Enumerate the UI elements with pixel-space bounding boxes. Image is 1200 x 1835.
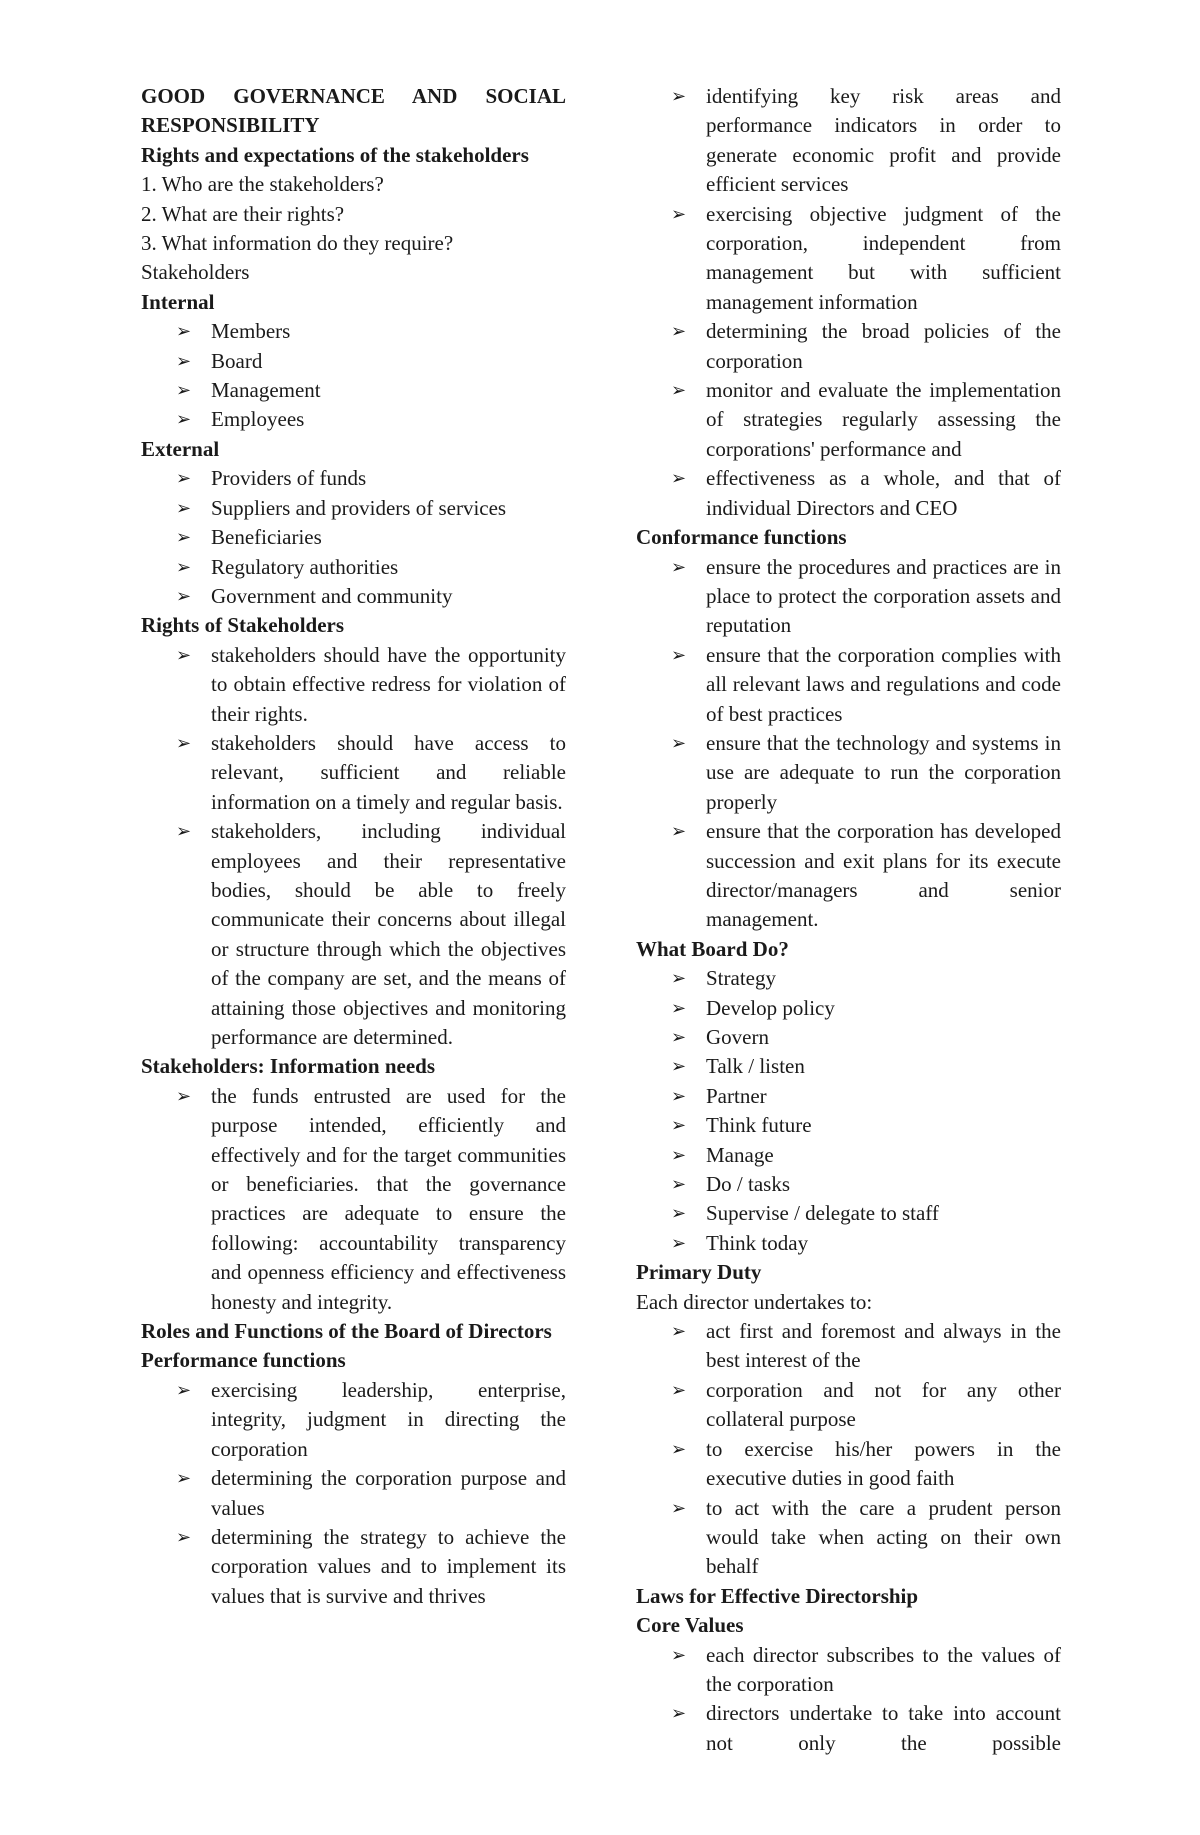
list-item: ➢ stakeholders, including individual employees and their representative bodies, should be able to freely communicate their concerns about illegal or structure through which the objectives of the company are set, and the means of attaining those objectives and monitoring performance are determined. [211, 817, 566, 1052]
list-item: ➢ determining the broad policies of the corporation [706, 317, 1061, 376]
information-needs-list [141, 1082, 566, 1317]
list-item: ➢ determining the corporation purpose and values [211, 1464, 566, 1523]
external-heading: External [141, 436, 220, 461]
list-item: ➢ determining the strategy to achieve the corporation values and to implement its values that is survive and thrives [211, 1523, 566, 1611]
list-item: ➢ Supervise / delegate to staff [706, 1199, 1061, 1228]
right-column [636, 82, 1061, 1758]
list-item: ➢ exercising leadership, enterprise, integrity, judgment in directing the corporation [211, 1376, 566, 1464]
core-values-list [636, 1641, 1061, 1759]
list-item: ➢ Government and community [211, 582, 566, 611]
list-item: ➢ ensure that the corporation has developed succession and exit plans for its execute director/managers and senior management. [706, 817, 1061, 935]
primary-duty-list [636, 1317, 1061, 1582]
rights-expectations-heading: Rights and expectations of the stakeholders [141, 142, 529, 167]
list-item: ➢ to exercise his/her powers in the executive duties in good faith [706, 1435, 1061, 1494]
roles-functions-heading: Roles and Functions of the Board of Directors [141, 1319, 552, 1344]
what-board-do-heading: What Board Do? [636, 936, 789, 961]
question-3: 3. What information do they require? [141, 231, 454, 256]
internal-list [141, 317, 566, 435]
list-item: ➢ Regulatory authorities [211, 553, 566, 582]
list-item: ➢ each director subscribes to the values of the corporation [706, 1641, 1061, 1700]
list-item: ➢ Beneficiaries [211, 523, 566, 552]
list-item: ➢ Talk / listen [706, 1052, 1061, 1081]
list-item: ➢ Suppliers and providers of services [211, 494, 566, 523]
list-item: ➢ the funds entrusted are used for the purpose intended, efficiently and effectively and for the target communities or beneficiaries. that the governance practices are adequate to ensure the following: accountability transparency and openness efficiency and effectiveness honesty and integrity. [211, 1082, 566, 1317]
primary-duty-intro: Each director undertakes to: [636, 1289, 873, 1314]
list-item: ➢ Develop policy [706, 994, 1061, 1023]
list-item: ➢ to act with the care a prudent person would take when acting on their own behalf [706, 1494, 1061, 1582]
list-item: ➢ Board [211, 347, 566, 376]
list-item: ➢ act first and foremost and always in the best interest of the [706, 1317, 1061, 1376]
list-item: ➢ ensure the procedures and practices are in place to protect the corporation assets and reputation [706, 553, 1061, 641]
internal-heading: Internal [141, 289, 215, 314]
list-item: ➢ stakeholders should have the opportunity to obtain effective redress for violation of their rights. [211, 641, 566, 729]
performance-list [141, 1376, 566, 1611]
stakeholders-label: Stakeholders [141, 260, 250, 285]
core-values-heading: Core Values [636, 1613, 744, 1638]
list-item: ➢ Strategy [706, 964, 1061, 993]
list-item: ➢ ensure that the corporation complies with all relevant laws and regulations and code of best practices [706, 641, 1061, 729]
list-item: ➢ Providers of funds [211, 464, 566, 493]
conformance-functions-heading: Conformance functions [636, 525, 847, 550]
list-item: ➢ monitor and evaluate the implementation of strategies regularly assessing the corporations' performance and [706, 376, 1061, 464]
list-item: ➢ effectiveness as a whole, and that of individual Directors and CEO [706, 464, 1061, 523]
list-item: ➢ Manage [706, 1141, 1061, 1170]
performance-functions-heading: Performance functions [141, 1348, 346, 1373]
list-item: ➢ ensure that the technology and systems in use are adequate to run the corporation properly [706, 729, 1061, 817]
list-item: ➢ Partner [706, 1082, 1061, 1111]
list-item: ➢ Do / tasks [706, 1170, 1061, 1199]
information-needs-heading: Stakeholders: Information needs [141, 1054, 436, 1079]
primary-duty-heading: Primary Duty [636, 1260, 762, 1285]
list-item: ➢ stakeholders should have access to relevant, sufficient and reliable information on a timely and regular basis. [211, 729, 566, 817]
question-2: 2. What are their rights? [141, 201, 345, 226]
laws-effective-directorship-heading: Laws for Effective Directorship [636, 1583, 919, 1608]
external-list [141, 464, 566, 611]
document-title-line1: GOOD GOVERNANCE AND SOCIAL [141, 84, 566, 108]
performance-list-continued [636, 82, 1061, 523]
question-1: 1. Who are the stakeholders? [141, 172, 384, 197]
list-item: ➢ Management [211, 376, 566, 405]
list-item: ➢ Think future [706, 1111, 1061, 1140]
conformance-list [636, 553, 1061, 935]
left-column [141, 82, 566, 1611]
list-item: ➢ corporation and not for any other collateral purpose [706, 1376, 1061, 1435]
list-item: ➢ identifying key risk areas and performance indicators in order to generate economic profit and provide efficient services [706, 82, 1061, 200]
rights-list [141, 641, 566, 1053]
list-item: ➢ Govern [706, 1023, 1061, 1052]
list-item: ➢ directors undertake to take into account not only the possible [706, 1699, 1061, 1758]
list-item: ➢ Think today [706, 1229, 1061, 1258]
list-item: ➢ Members [211, 317, 566, 346]
board-do-list [636, 964, 1061, 1258]
rights-of-stakeholders-heading: Rights of Stakeholders [141, 613, 345, 638]
list-item: ➢ exercising objective judgment of the corporation, independent from management but with sufficient management information [706, 200, 1061, 318]
document-title-line2: RESPONSIBILITY [141, 113, 320, 138]
list-item: ➢ Employees [211, 405, 566, 434]
